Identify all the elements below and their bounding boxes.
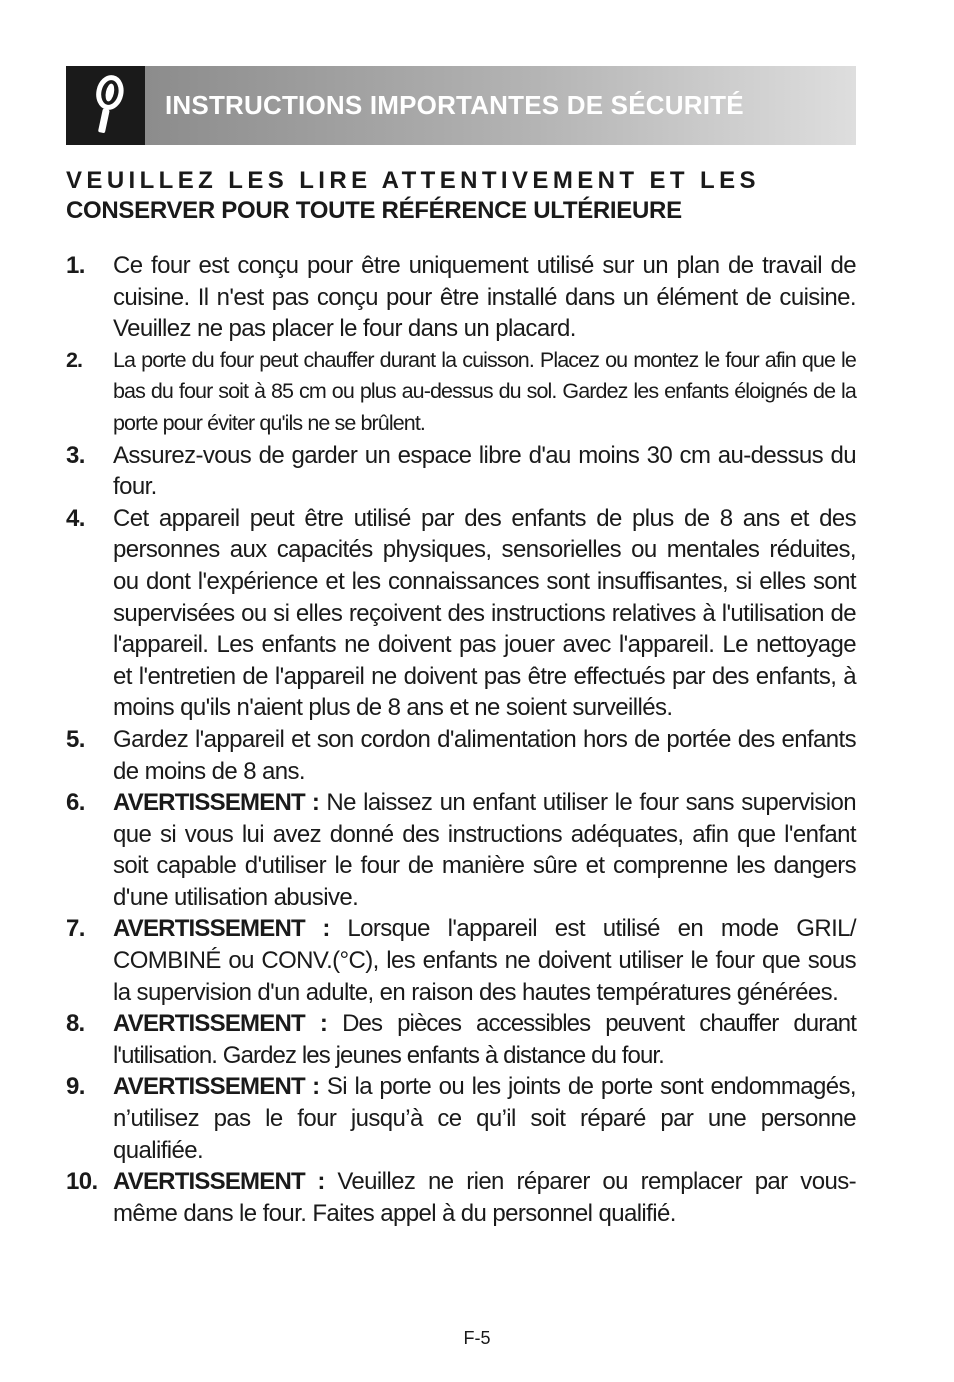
subheading-line-1: VEUILLEZ LES LIRE ATTENTIVEMENT ET LES (66, 167, 760, 194)
item-text: Cet appareil peut être utilisé par des enfants de plus de 8 ans et des personnes aux capacités physiques, sensorielles ou mentales réduites, ou dont l'expérience et les connaissances sont insuffisantes, si elles sont supervisées ou si elles reçoivent des instructions relatives à l'utilisation de l'appareil. Les enfants ne doivent pas jouer avec l'appareil. Le nettoyage et l'entretien de l'appareil ne doivent pas être effectués par des enfants, à moins qu'ils n'aient plus de 8 ans et ne soient surveillés. (113, 504, 856, 722)
item-text: La porte du four peut chauffer durant la cuisson. Placez ou montez le four afin que le bas du four soit à 85 cm ou plus au-dessus du sol. Gardez les enfants éloignés de la porte pour éviter qu'ils ne se brûlent. (113, 347, 856, 435)
warning-label: AVERTISSEMENT : (113, 915, 330, 943)
item-text: Si la porte ou les joints de porte sont endommagés, n’utilisez pas le four jusqu’à ce qu’il soit réparé par une personne qualifiée. (113, 1073, 856, 1164)
item-text: Ce four est conçu pour être uniquement utilisé sur un plan de travail de cuisine. Il n'est pas conçu pour être installé dans un élément de cuisine. Veuillez ne pas placer le four dans un placard. (113, 252, 856, 343)
list-item-1 (66, 250, 856, 345)
item-number: 5. (66, 725, 85, 753)
list-item-7 (66, 913, 856, 1008)
warning-label: AVERTISSEMENT : (113, 1010, 328, 1038)
item-text: Ne laissez un enfant utiliser le four sans supervision que si vous lui avez donné des instructions adéquates, afin que l'enfant soit capable d'utiliser le four de manière sûre et comprenne les dangers d'une utilisation abusive. (113, 789, 856, 911)
item-number: 6. (66, 789, 85, 817)
title-bar (145, 66, 856, 145)
warning-label: AVERTISSEMENT : (113, 1073, 320, 1101)
page-title: INSTRUCTIONS IMPORTANTES DE SÉCURITÉ (165, 90, 744, 120)
item-text: Assurez-vous de garder un espace libre d'au moins 30 cm au-dessus du four. (113, 441, 856, 501)
item-number: 10. (66, 1168, 98, 1196)
list-item-10 (66, 1166, 856, 1229)
subheading-line-2: CONSERVER POUR TOUTE RÉFÉRENCE ULTÉRIEURE (66, 197, 682, 224)
page-number: F-5 (463, 1328, 491, 1348)
warning-label: AVERTISSEMENT : (113, 1168, 325, 1196)
warning-label: AVERTISSEMENT : (113, 789, 320, 817)
item-number: 2. (66, 347, 83, 372)
list-item-4 (66, 503, 856, 724)
item-text: Gardez l'appareil et son cordon d'alimentation hors de portée des enfants de moins de 8 ans. (113, 725, 856, 785)
item-number: 1. (66, 252, 85, 279)
item-text: Veuillez ne rien réparer ou remplacer par vous-même dans le four. Faites appel à du personnel qualifié. (113, 1168, 856, 1227)
item-text: Des pièces accessibles peuvent chauffer durant l'utilisation. Gardez les jeunes enfants à distance du four. (113, 1010, 856, 1069)
item-number: 4. (66, 504, 85, 532)
list-item-8 (66, 1008, 856, 1071)
item-number: 9. (66, 1073, 85, 1101)
list-item-3 (66, 440, 856, 503)
item-number: 8. (66, 1010, 85, 1038)
list-item-2 (66, 345, 856, 440)
list-item-6 (66, 787, 856, 913)
safety-instructions-list (66, 250, 856, 1229)
list-item-5 (66, 724, 856, 787)
list-item-9 (66, 1071, 856, 1166)
section-header (66, 66, 856, 145)
exclamation-icon (66, 66, 145, 145)
item-text: Lorsque l'appareil est utilisé en mode GRIL/ COMBINÉ ou CONV.(°C), les enfants ne doivent utiliser le four que sous la supervision d'un adulte, en raison des hautes températures générées. (113, 915, 856, 1006)
subheading (66, 166, 856, 226)
item-number: 3. (66, 441, 85, 469)
item-number: 7. (66, 915, 85, 943)
